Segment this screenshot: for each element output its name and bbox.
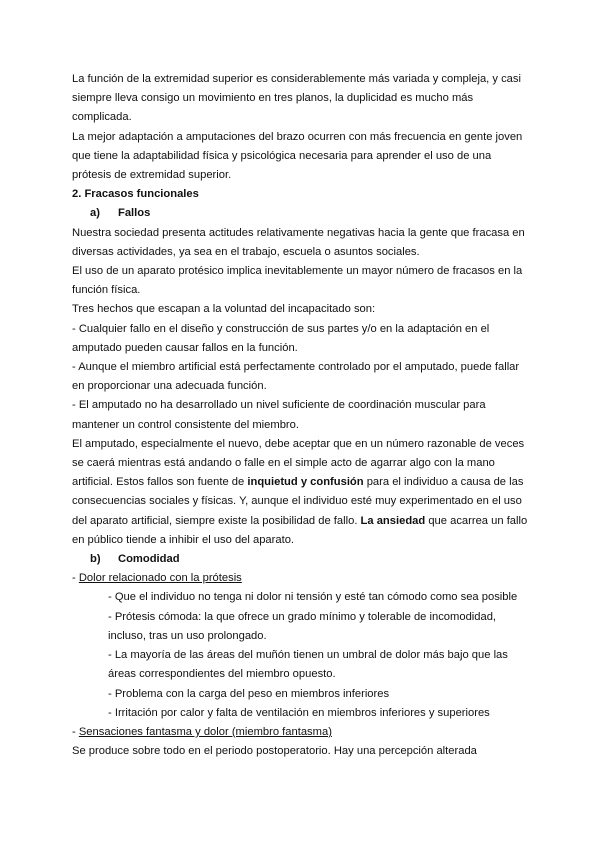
list-item: - La mayoría de las áreas del muñón tienen un umbral de dolor más bajo que las áreas correspondientes del miembro opuesto. <box>108 649 508 681</box>
list-item: - Problema con la carga del peso en miembros inferiores <box>108 687 390 700</box>
list-item: - Irritación por calor y falta de ventilación en miembros inferiores y superiores <box>108 706 490 719</box>
list-heading <box>72 723 532 742</box>
text-run: - <box>72 725 79 738</box>
subsection-title: Fallos <box>118 207 151 220</box>
section-heading: 2. Fracasos funcionales <box>72 188 199 201</box>
underlined-heading: Dolor relacionado con la prótesis <box>78 572 242 585</box>
text-run: que acarrea un fallo en público tiende a inhibir el uso del aparato. <box>72 514 528 546</box>
list-item: - Prótesis cómoda: la que ofrece un grado mínimo y tolerable de incomodidad, incluso, tras un uso prolongado. <box>108 610 497 642</box>
list-item: - Aunque el miembro artificial está perfectamente controlado por el amputado, puede fallar en proporcionar una adecuada función. <box>72 361 520 393</box>
subsection-title: Comodidad <box>118 553 180 566</box>
paragraph <box>72 435 532 550</box>
intro-paragraph-1: La función de la extremidad superior es considerablemente más variada y compleja, y casi siempre lleva consigo un movimiento en tres planos, la duplicidad es mucho más complicada. <box>72 73 521 124</box>
document-page <box>72 70 532 761</box>
subsection-letter: b) <box>90 553 101 566</box>
paragraph: Nuestra sociedad presenta actitudes relativamente negativas hacia la gente que fracasa en diversas actividades, ya sea en el trabajo, escuela o asuntos sociales. <box>72 226 525 258</box>
intro-paragraph-2: La mejor adaptación a amputaciones del brazo ocurren con más frecuencia en gente joven que tiene la adaptabilidad física y psicológica necesaria para aprender el uso de una prótesis de extremidad superior. <box>72 130 523 182</box>
underlined-heading: Sensaciones fantasma y dolor (miembro fantasma) <box>78 725 332 738</box>
subsection-heading-a <box>72 204 532 223</box>
list-heading <box>72 569 532 588</box>
list-item: - Cualquier fallo en el diseño y construcción de sus partes y/o en la adaptación en el amputado pueden causar fallos en la función. <box>72 322 490 354</box>
emphasis-text: inquietud y confusión <box>247 476 364 489</box>
paragraph: El uso de un aparato protésico implica inevitablemente un mayor número de fracasos en la función física. <box>72 265 523 297</box>
text-run: El amputado, especialmente el nuevo, debe aceptar que en un número razonable de veces se caerá mientras está andando o falle en el simple acto de agarrar algo con la mano artificial. Estos fallos son fuente de <box>72 437 525 489</box>
list-item: - El amputado no ha desarrollado un nivel suficiente de coordinación muscular para mantener un control consistente del miembro. <box>72 399 486 431</box>
text-run: - <box>72 572 79 585</box>
paragraph: Tres hechos que escapan a la voluntad del incapacitado son: <box>72 303 376 316</box>
list-item: - Que el individuo no tenga ni dolor ni tensión y esté tan cómodo como sea posible <box>108 591 518 604</box>
emphasis-text: La ansiedad <box>360 514 426 527</box>
subsection-letter: a) <box>90 207 100 220</box>
paragraph: Se produce sobre todo en el periodo postoperatorio. Hay una percepción alterada <box>72 745 477 758</box>
subsection-heading-b <box>72 550 532 569</box>
text-run: para el individuo a causa de las consecuencias sociales y físicas. Y, aunque el individuo esté muy experimentado en el uso del aparato artificial, siempre existe la posibilidad de fallo. <box>72 476 524 527</box>
